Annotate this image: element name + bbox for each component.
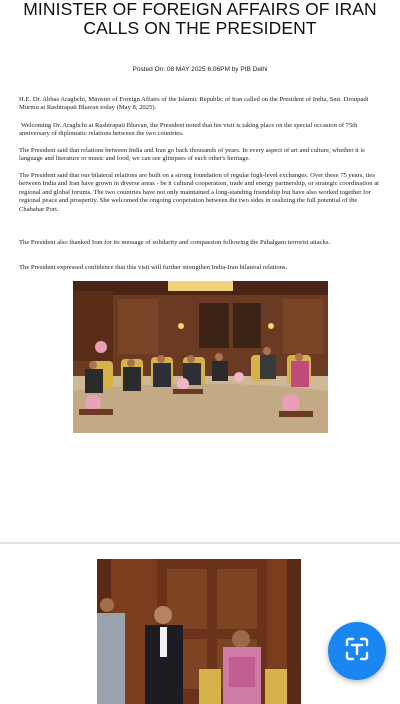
meeting-photo <box>73 281 328 433</box>
page-title: MINISTER OF FOREIGN AFFAIRS OF IRAN CALLS ON THE PRESIDENT <box>23 0 377 38</box>
paragraph-4: The President said that our bilateral relations are built on a strong foundation of regular high-level exchanges. Over these 75 years, ties between India and Iran have grown in diverse areas - be it cultural cooperation, trade and energy partnership, or strategic coordination at regional and global forums. The two countries have not only maintained a long-standing friendship but have also worked together for regional peace and prosperity. She welcomed the ongoing cooperation between the two sides in realizing the full potential of the Chabahar Port. <box>19 172 380 213</box>
scan-text-icon <box>344 636 370 667</box>
section-divider <box>0 542 400 544</box>
meeting-photo-2 <box>97 559 301 704</box>
paragraph-5: The President also thanked Iran for its message of solidarity and compassion following the Pahalgam terrorist attacks. <box>19 239 331 246</box>
paragraph-1: H.E. Dr. Abbas Araghchi, Minister of Foreign Affairs of the Islamic Republic of Iran called on the President of India, Smt. Droupadi Murmu at Rashtrapati Bhavan today (May 8, 2025). <box>19 96 369 112</box>
posted-on: Posted On: 08 MAY 2025 6:06PM by PIB Delhi <box>132 66 268 73</box>
scan-text-button[interactable] <box>328 622 386 680</box>
paragraph-6: The President expressed confidence that this visit will further strengthen India-Iran bilateral relations. <box>19 264 288 271</box>
paragraph-3: The President said that relations between India and Iran go back thousands of years. In every aspect of art and culture, whether it is language and literature or music and food, we can see glimpses of each other's heritage. <box>19 147 365 163</box>
paragraph-2: Welcoming Dr. Araghchi at Rashtrapati Bhavan, the President noted that his visit is taking place on the special occasion of 75th anniversary of diplomatic relations between the two countries. <box>19 122 358 138</box>
